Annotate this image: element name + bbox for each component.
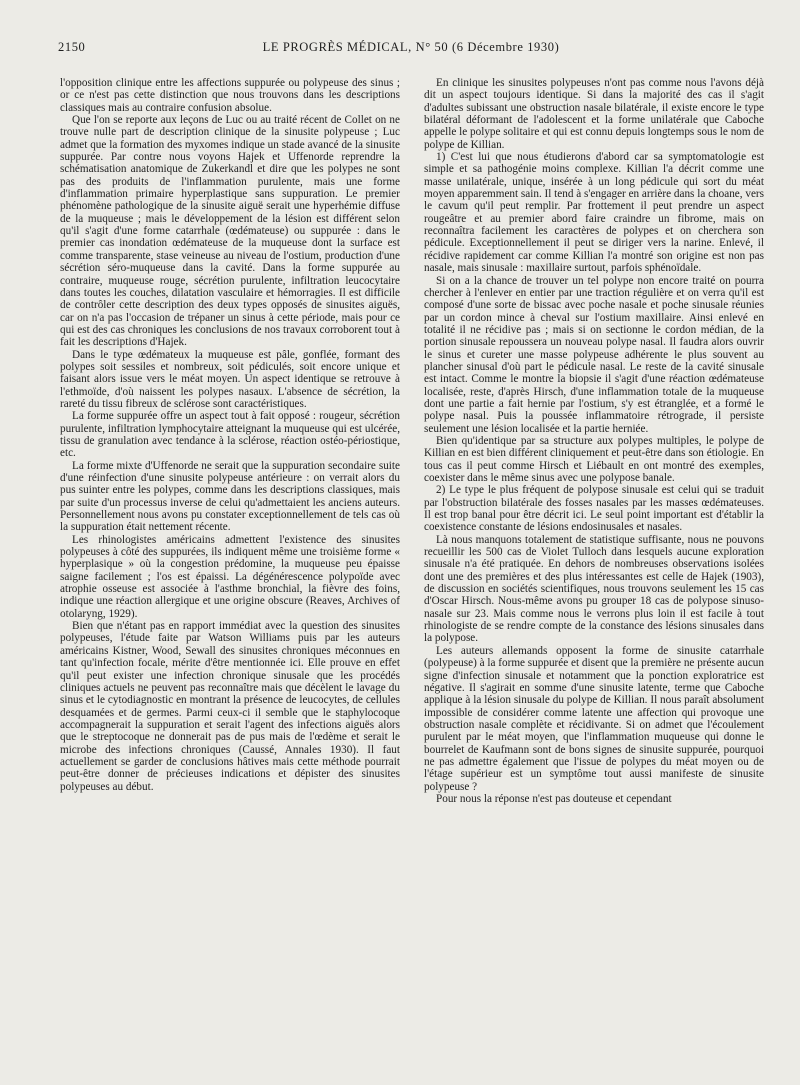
right-column: [424, 77, 764, 1067]
left-column: [60, 77, 400, 1067]
paragraph: Pour nous la réponse n'est pas douteuse et cependant: [436, 792, 672, 805]
paragraph: En clinique les sinusites polypeuses n'ont pas comme nous l'avons déjà dit un aspect toujours identique. Si dans la majorité des cas il s'agit d'adultes subissant une obstruction nasale bilatérale, il existe encore le type bilatéral déformant de l'adolescent et la forme unilatérale que Caboche appelle le polype solitaire et qui est connu depuis longtemps sous le nom de polype de Killian.: [424, 77, 764, 151]
paragraph: 2) Le type le plus fréquent de polypose sinusale est celui qui se traduit par l'obstruction bilatérale des fosses nasales par les masses œdémateuses. Il est trop banal pour être décrit ici. Le seul point important est d'établir la coexistence constante de lésions endosinusales et nasales.: [424, 484, 764, 534]
paragraph: La forme suppurée offre un aspect tout à fait opposé : rougeur, sécrétion purulente, infiltration lymphocytaire atteignant la muqueuse qui est ulcérée, tissu de granulation avec tendance à la sclérose, réaction ostéo-périostique, etc.: [60, 410, 400, 460]
paragraph: Les rhinologistes américains admettent l'existence des sinusites polypeuses à côté des suppurées, ils indiquent même une troisième forme « hyperplasique » où la congestion prédomine, la muqueuse peu épaisse saigne facilement ; l'os est épaissi. La dégénérescence polypoïde avec atrophie osseuse est associée à l'asthme bronchial, la fièvre des foins, indique une réaction allergique et une origine obscure (Reaves, Archives of otolaryng, 1929).: [60, 533, 400, 620]
paragraph: Bien que n'étant pas en rapport immédiat avec la question des sinusites polypeuses, l'étude faite par Watson Williams puis par les auteurs américains Kistner, Wood, Sewall des sinusites chroniques méconnues en tant qu'infection focale, mérite d'être mentionnée ici. Elle prouve en effet qu'il peut exister une infection chronique sinusale que les procédés cliniques actuels ne peuvent pas reconnaître mais que décèlent le lavage du sinus et le cytodiagnostic en montrant la présence de leucocytes, de cellules desquamées et de germes. Parmi ceux-ci il semble que le staphylocoque accompagnerait la suppuration et serait l'agent des infections aiguës alors que le streptocoque ne donnerait pas de pus mais de l'œdème et serait le microbe des infections chroniques (Caussé, Annales 1930). Il faut actuellement se garder de conclusions hâtives mais cette méthode pourrait peut-être donner de précieuses indications et dépister des sinusites polypeuses au début.: [60, 620, 400, 793]
page-number: 2150: [58, 40, 86, 54]
page-header: [58, 40, 764, 58]
paragraph: La forme mixte d'Uffenorde ne serait que la suppuration secondaire suite d'une réinfection d'une sinusite polypeuse antérieure : on verrait alors du pus suinter entre les polypes, comme dans les descriptions classiques, mais par suite d'un processus inverse de celui qu'admettaient les anciens auteurs. Personnellement nous avons pu constater exceptionnellement de tels cas où la suppuration était nettement récente.: [60, 459, 400, 534]
paragraph: Que l'on se reporte aux leçons de Luc ou au traité récent de Collet on ne trouve nulle part de description clinique de la sinusite polypeuse ; Luc admet que la formation des myxomes indique un stade avancé de la sinusite suppurée. Par contre nous voyons Hajek et Uffenorde reprendre la schématisation anatomique de Zukerkandl et dire que les polypes ne sont pas des produits de l'inflammation purulente, mais une forme d'inflammation primaire hyperplastique sans suppuration. Le premier phénomène pathologique de la sinusite aiguë serait une hyperhémie diffuse de la muqueuse ; mais le développement de la lésion est différent selon qu'il s'agit d'une forme catarrhale (œdémateuse) ou suppurée : dans le premier cas inondation œdémateuse de la muqueuse dont la surface est comme transparente, stase veineuse au niveau de l'ostium, production d'une sécrétion séro-muqueuse dans la cavité. Dans la forme suppurée au contraire, muqueuse rouge, sécrétion purulente, infiltration leucocytaire dans toutes les couches, dilatation vasculaire et hémorragies. Il est difficile de contrôler cette description des deux types opposés de sinusites aiguës, car on n'a pas l'occasion de trépaner un sinus à cette période, mais pour ce qui est des cas chroniques les conclusions de nos travaux corroborent tout à fait les descriptions d'Hajek.: [60, 114, 400, 349]
paragraph: Si on a la chance de trouver un tel polype non encore traité on pourra chercher à l'enlever en entier par une traction régulière et on verra qu'il est composé d'une sorte de bissac avec poche nasale et poche sinusale réunies par un cordon mince à cheval sur l'ostium maxillaire. Ainsi enlevé en totalité il ne récidive pas ; mais si on sectionne le cordon médian, de la portion sinusale repoussera un nouveau polype nasal. Il faudra alors ouvrir le sinus et cureter une masse polypeuse adhérente le plus souvent au plancher sinusal d'où part le pédicule nasal. Le reste de la cavité sinusale est intact. Comme le montre la biopsie il s'agit d'une réaction œdémateuse localisée, reste, d'après Hirsch, d'une inflammation totale de la muqueuse dont une partie a fait hernie par l'ostium, s'y est étranglée, et a formé le polype nasal. Puis la poussée inflammatoire rétrograde, il persiste seulement une lésion localisée et la partie herniée.: [424, 274, 764, 435]
paragraph: Là nous manquons totalement de statistique suffisante, nous ne pouvons recueillir les 500 cas de Violet Tulloch dans lesquels aucune exploration sinusale n'a été pratiquée. En dehors de nombreuses observations isolées dont une des premières et des plus intéressantes est celle de Hajek (1903), de discussion en sociétés scientifiques, nous trouvons seulement les 15 cas d'Oscar Hirsch. Nous-même avons pu grouper 18 cas de polypose sinuso-nasale sur 23. Mais comme nous le verrons plus loin il est facile à tout rhinologiste de se rendre compte de la constance des lésions sinusales dans la polypose.: [424, 533, 764, 645]
running-title: LE PROGRÈS MÉDICAL, N° 50 (6 Décembre 1930): [262, 40, 560, 54]
paragraph: Les auteurs allemands opposent la forme de sinusite catarrhale (polypeuse) à la forme suppurée et disent que la première ne présente aucun signe d'infection sinusale et notamment que la ponction exploratrice est négative. Il s'agirait en somme d'une sinusite latente, terme que Caboche applique à la lésion sinusale du polype de Killian. Il nous paraît absolument impossible de considérer comme latente une affection qui provoque une obstruction nasale complète et récidivante. Si on admet que l'écoulement purulent par le méat moyen, que l'inflammation muqueuse qui donne le bourrelet de Kaufmann sont de bons signes de sinusite suppurée, pourquoi ne pas admettre également que l'issue de polypes du méat moyen ou de l'étage supérieur est un symptôme tout aussi manifeste de sinusite polypeuse ?: [424, 644, 764, 793]
paragraph: 1) C'est lui que nous étudierons d'abord car sa symptomatologie est simple et sa pathogénie moins complexe. Killian l'a décrit comme une masse unilatérale, unique, insérée à un long pédicule qui sort du méat moyen apparemment sain. Il tend à s'engager en arrière dans la choane, vers le cavum qu'il peut remplir. Par frottement il peut prendre un aspect rougeâtre et au premier abord faire craindre un fibrome, mais on reconnaîtra facilement les caractères de polypes et on cherchera son pédicule. Exceptionnellement il peut se diriger vers la narine. Enlevé, il récidive rapidement car comme Killian l'a montré son origine est non pas nasale, mais sinusale : maxillaire surtout, parfois sphénoïdale.: [424, 151, 764, 275]
paragraph: Dans le type œdémateux la muqueuse est pâle, gonflée, formant des polypes soit sessiles et nombreux, soit pédiculés, soit encore unique et faisant alors issue vers le méat moyen. Un aspect identique se retrouve à l'ethmoïde, d'où naissent les polypes nasaux. L'absence de sécrétion, la rareté du tissu fibreux de sclérose sont caractéristiques.: [60, 348, 400, 410]
paragraph: l'opposition clinique entre les affections suppurée ou polypeuse des sinus ; or ce n'est pas cette distinction que nous trouvons dans les descriptions classiques mais au contraire confusion absolue.: [60, 77, 400, 114]
paragraph: Bien qu'identique par sa structure aux polypes multiples, le polype de Killian en est bien différent cliniquement et peut-être dans son étiologie. En tous cas il peut comme Hirsch et Liébault en ont montré des exemples, coexister dans le même sinus avec une polypose banale.: [424, 434, 764, 484]
